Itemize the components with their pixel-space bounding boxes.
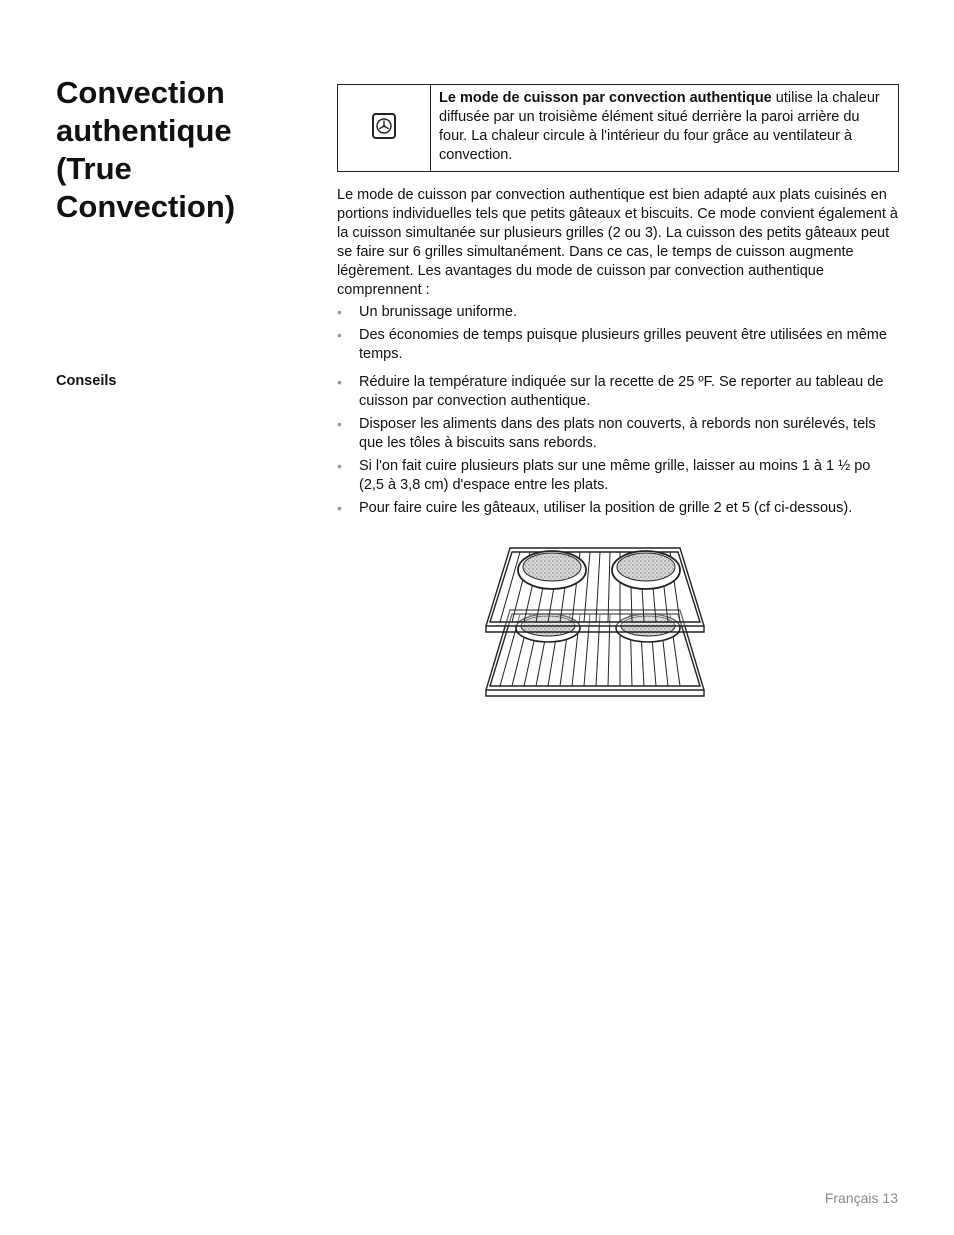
- bullet-icon: •: [337, 304, 342, 320]
- list-item-text: Si l'on fait cuire plusieurs plats sur une même grille, laisser au moins 1 à 1 ½ po (2,5 à 3,8 cm) d'espace entre les plats.: [359, 458, 871, 493]
- list-item-text: Pour faire cuire les gâteaux, utiliser la position de grille 2 et 5 (cf ci-dessous).: [359, 500, 853, 516]
- list-item-text: Disposer les aliments dans des plats non couverts, à rebords non surélevés, tels que les tôles à biscuits sans rebords.: [359, 416, 876, 451]
- bullet-icon: •: [337, 458, 342, 474]
- oven-racks-with-cake-pans-icon: [480, 540, 710, 702]
- tips-list: [337, 373, 899, 522]
- oven-racks-illustration: [480, 540, 710, 702]
- mode-description: [431, 85, 898, 171]
- advantages-list: [337, 303, 899, 368]
- list-item: [337, 326, 899, 364]
- intro-paragraph: Le mode de cuisson par convection authentique est bien adapté aux plats cuisinés en portions individuelles tels que petits gâteaux et biscuits. Ce mode convient également à la cuisson simultanée sur plusieurs grilles (2 ou 3). La cuisson des petits gâteaux peut se faire sur 6 grilles simultanément. Dans ce cas, le temps de cuisson augmente légèrement. Les avantages du mode de cuisson par convection authentique comprennent :: [337, 187, 898, 298]
- list-item-text: Des économies de temps puisque plusieurs grilles peuvent être utilisées en même temps.: [359, 327, 887, 362]
- list-item: [337, 303, 899, 322]
- mode-description-text: utilise la chaleur diffusée par un troisième élément situé derrière la paroi arrière du four. La chaleur circule à l'intérieur du four grâce au ventilateur à convection.: [439, 90, 880, 163]
- bullet-icon: •: [337, 500, 342, 516]
- list-item: [337, 415, 899, 453]
- list-item: [337, 457, 899, 495]
- mode-description-bold: Le mode de cuisson par convection authentique: [439, 90, 772, 106]
- page-footer: Français 13: [824, 1190, 898, 1206]
- mode-description-box: [337, 84, 899, 172]
- tips-heading: Conseils: [56, 373, 117, 389]
- mode-icon-cell: [338, 85, 431, 171]
- list-item-text: Réduire la température indiquée sur la recette de 25 ºF. Se reporter au tableau de cuisson par convection authentique.: [359, 374, 884, 409]
- bullet-icon: •: [337, 374, 342, 390]
- list-item-text: Un brunissage uniforme.: [359, 304, 517, 320]
- list-item: [337, 499, 899, 518]
- page-title: Convection authentique (True Convection): [56, 75, 236, 224]
- bullet-icon: •: [337, 327, 342, 343]
- bullet-icon: •: [337, 416, 342, 432]
- true-convection-fan-icon: [371, 112, 397, 145]
- list-item: [337, 373, 899, 411]
